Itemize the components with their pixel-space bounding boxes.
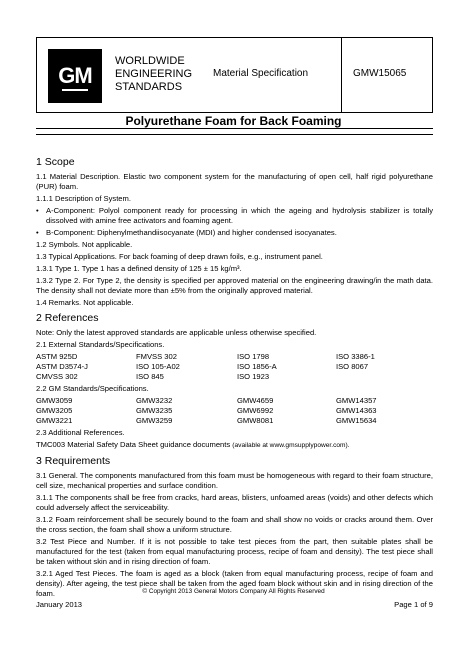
tmc-text: TMC003 Material Safety Data Sheet guidance documents (36, 440, 231, 449)
standard-cell: GMW14363 (336, 406, 377, 415)
title-top-rule (36, 128, 433, 129)
standard-cell: GMW4659 (237, 396, 274, 405)
standard-cell: ASTM D3574-J (36, 362, 88, 371)
paragraph: 2.2 GM Standards/Specifications. (36, 384, 149, 393)
header-box (36, 37, 433, 113)
org-line: WORLDWIDE (115, 55, 185, 67)
standard-cell: GMW6992 (237, 406, 274, 415)
additional-reference (36, 440, 433, 451)
paragraph: 3.2.1 Aged Test Pieces. The foam is aged as a block (taken from equal manufacturing process, recipe of foam and density). After ageing, the test piece shall be taken from the aged foam block without skin and in rising direction of the foam. (36, 569, 433, 598)
standard-cell: ISO 3386-1 (336, 352, 375, 361)
tmc-availability: (available at www.gmsupplypower.com). (232, 442, 350, 449)
org-line: ENGINEERING (115, 68, 193, 80)
document-body (36, 152, 433, 601)
organization-name (115, 55, 192, 94)
external-standards-table (36, 352, 433, 382)
gm-standards-table (36, 396, 433, 426)
standard-cell (336, 372, 433, 382)
paragraph: 1.3 Typical Applications. For back foaming of deep drawn foils, e.g., instrument panel. (36, 252, 323, 261)
section-heading-scope: 1 Scope (36, 156, 75, 168)
bullet-item: • A-Component: Polyol component ready for processing in which the ageing and hydrolysis stabilizer is totally dissolved with amine free activators and foaming agent. (36, 206, 433, 226)
paragraph: 1.1.1 Description of System. (36, 194, 131, 203)
page-title: Polyurethane Foam for Back Foaming (125, 114, 342, 128)
paragraph: 1.2 Symbols. Not applicable. (36, 240, 133, 249)
document-number: GMW15065 (353, 68, 407, 79)
paragraph: 1.1 Material Description. Elastic two component system for the manufacturing of open cell, half rigid polyurethane (PUR) foam. (36, 172, 433, 191)
section-heading-requirements: 3 Requirements (36, 455, 111, 467)
standard-cell: ISO 1798 (237, 352, 270, 361)
paragraph: 2.1 External Standards/Specifications. (36, 340, 165, 349)
section-heading-references: 2 References (36, 312, 99, 324)
org-line: STANDARDS (115, 81, 183, 93)
gm-logo (48, 49, 102, 103)
standard-cell: GMW15634 (336, 416, 377, 425)
logo-underline (62, 89, 88, 91)
standard-cell: GMW3232 (136, 396, 173, 405)
standard-cell: GMW3205 (36, 406, 73, 415)
paragraph: 1.3.1 Type 1. Type 1 has a defined density of 125 ± 15 kg/m³. (36, 264, 242, 273)
title-bottom-rule (36, 134, 433, 135)
standard-cell: CMVSS 302 (36, 372, 78, 381)
paragraph: 3.1.1 The components shall be free from cracks, hard areas, blisters, unfoamed areas (voids) and other defects which could adversely affect the serviceability. (36, 493, 433, 512)
header-divider (341, 38, 342, 112)
standard-cell: ASTM 925D (36, 352, 78, 361)
paragraph: 1.3.2 Type 2. For Type 2, the density is specified per approved material on the engineering drawing/in the math data. The density shall not deviate more than ±5% from the originally approved material. (36, 276, 433, 295)
standard-cell: ISO 8067 (336, 362, 369, 371)
standard-cell: GMW14357 (336, 396, 377, 405)
paragraph: 1.4 Remarks. Not applicable. (36, 298, 134, 307)
standard-cell: ISO 845 (136, 372, 164, 381)
paragraph: Note: Only the latest approved standards are applicable unless otherwise specified. (36, 328, 317, 337)
paragraph: 3.2 Test Piece and Number. If it is not possible to take test pieces from the part, then suitable plates shall be manufactured for the test (taken from equal manufacturing process, recipe of foam and density). The test piece shall be taken without skin and in rising direction of foam. (36, 537, 433, 566)
page-number: Page 1 of 9 (394, 600, 433, 609)
document-type: Material Specification (213, 68, 309, 79)
standard-cell: GMW3221 (36, 416, 73, 425)
standard-cell: FMVSS 302 (136, 352, 177, 361)
standard-cell: GMW8081 (237, 416, 274, 425)
logo-text: GM (58, 63, 92, 88)
paragraph: 2.3 Additional References. (36, 428, 125, 437)
standard-cell: ISO 105-A02 (136, 362, 180, 371)
footer-date: January 2013 (36, 600, 83, 609)
standard-cell: ISO 1856-A (237, 362, 277, 371)
paragraph: 3.1.2 Foam reinforcement shall be securely bound to the foam and shall show no voids or cracks around them. Over the cross section, the foam shall show a uniform structure. (36, 515, 433, 534)
paragraph: 3.1 General. The components manufactured from this foam must be homogeneous with regard to their foam structure, cell size, mechanical properties and surface condition. (36, 471, 433, 490)
standard-cell: GMW3059 (36, 396, 73, 405)
copyright-notice: © Copyright 2013 General Motors Company All Rights Reserved (142, 588, 325, 595)
standard-cell: GMW3235 (136, 406, 173, 415)
bullet-item: • B-Component: Diphenylmethandiisocyanate (MDI) and higher condensed isocyanates. (36, 228, 433, 238)
standard-cell: ISO 1923 (237, 372, 270, 381)
standard-cell: GMW3259 (136, 416, 173, 425)
